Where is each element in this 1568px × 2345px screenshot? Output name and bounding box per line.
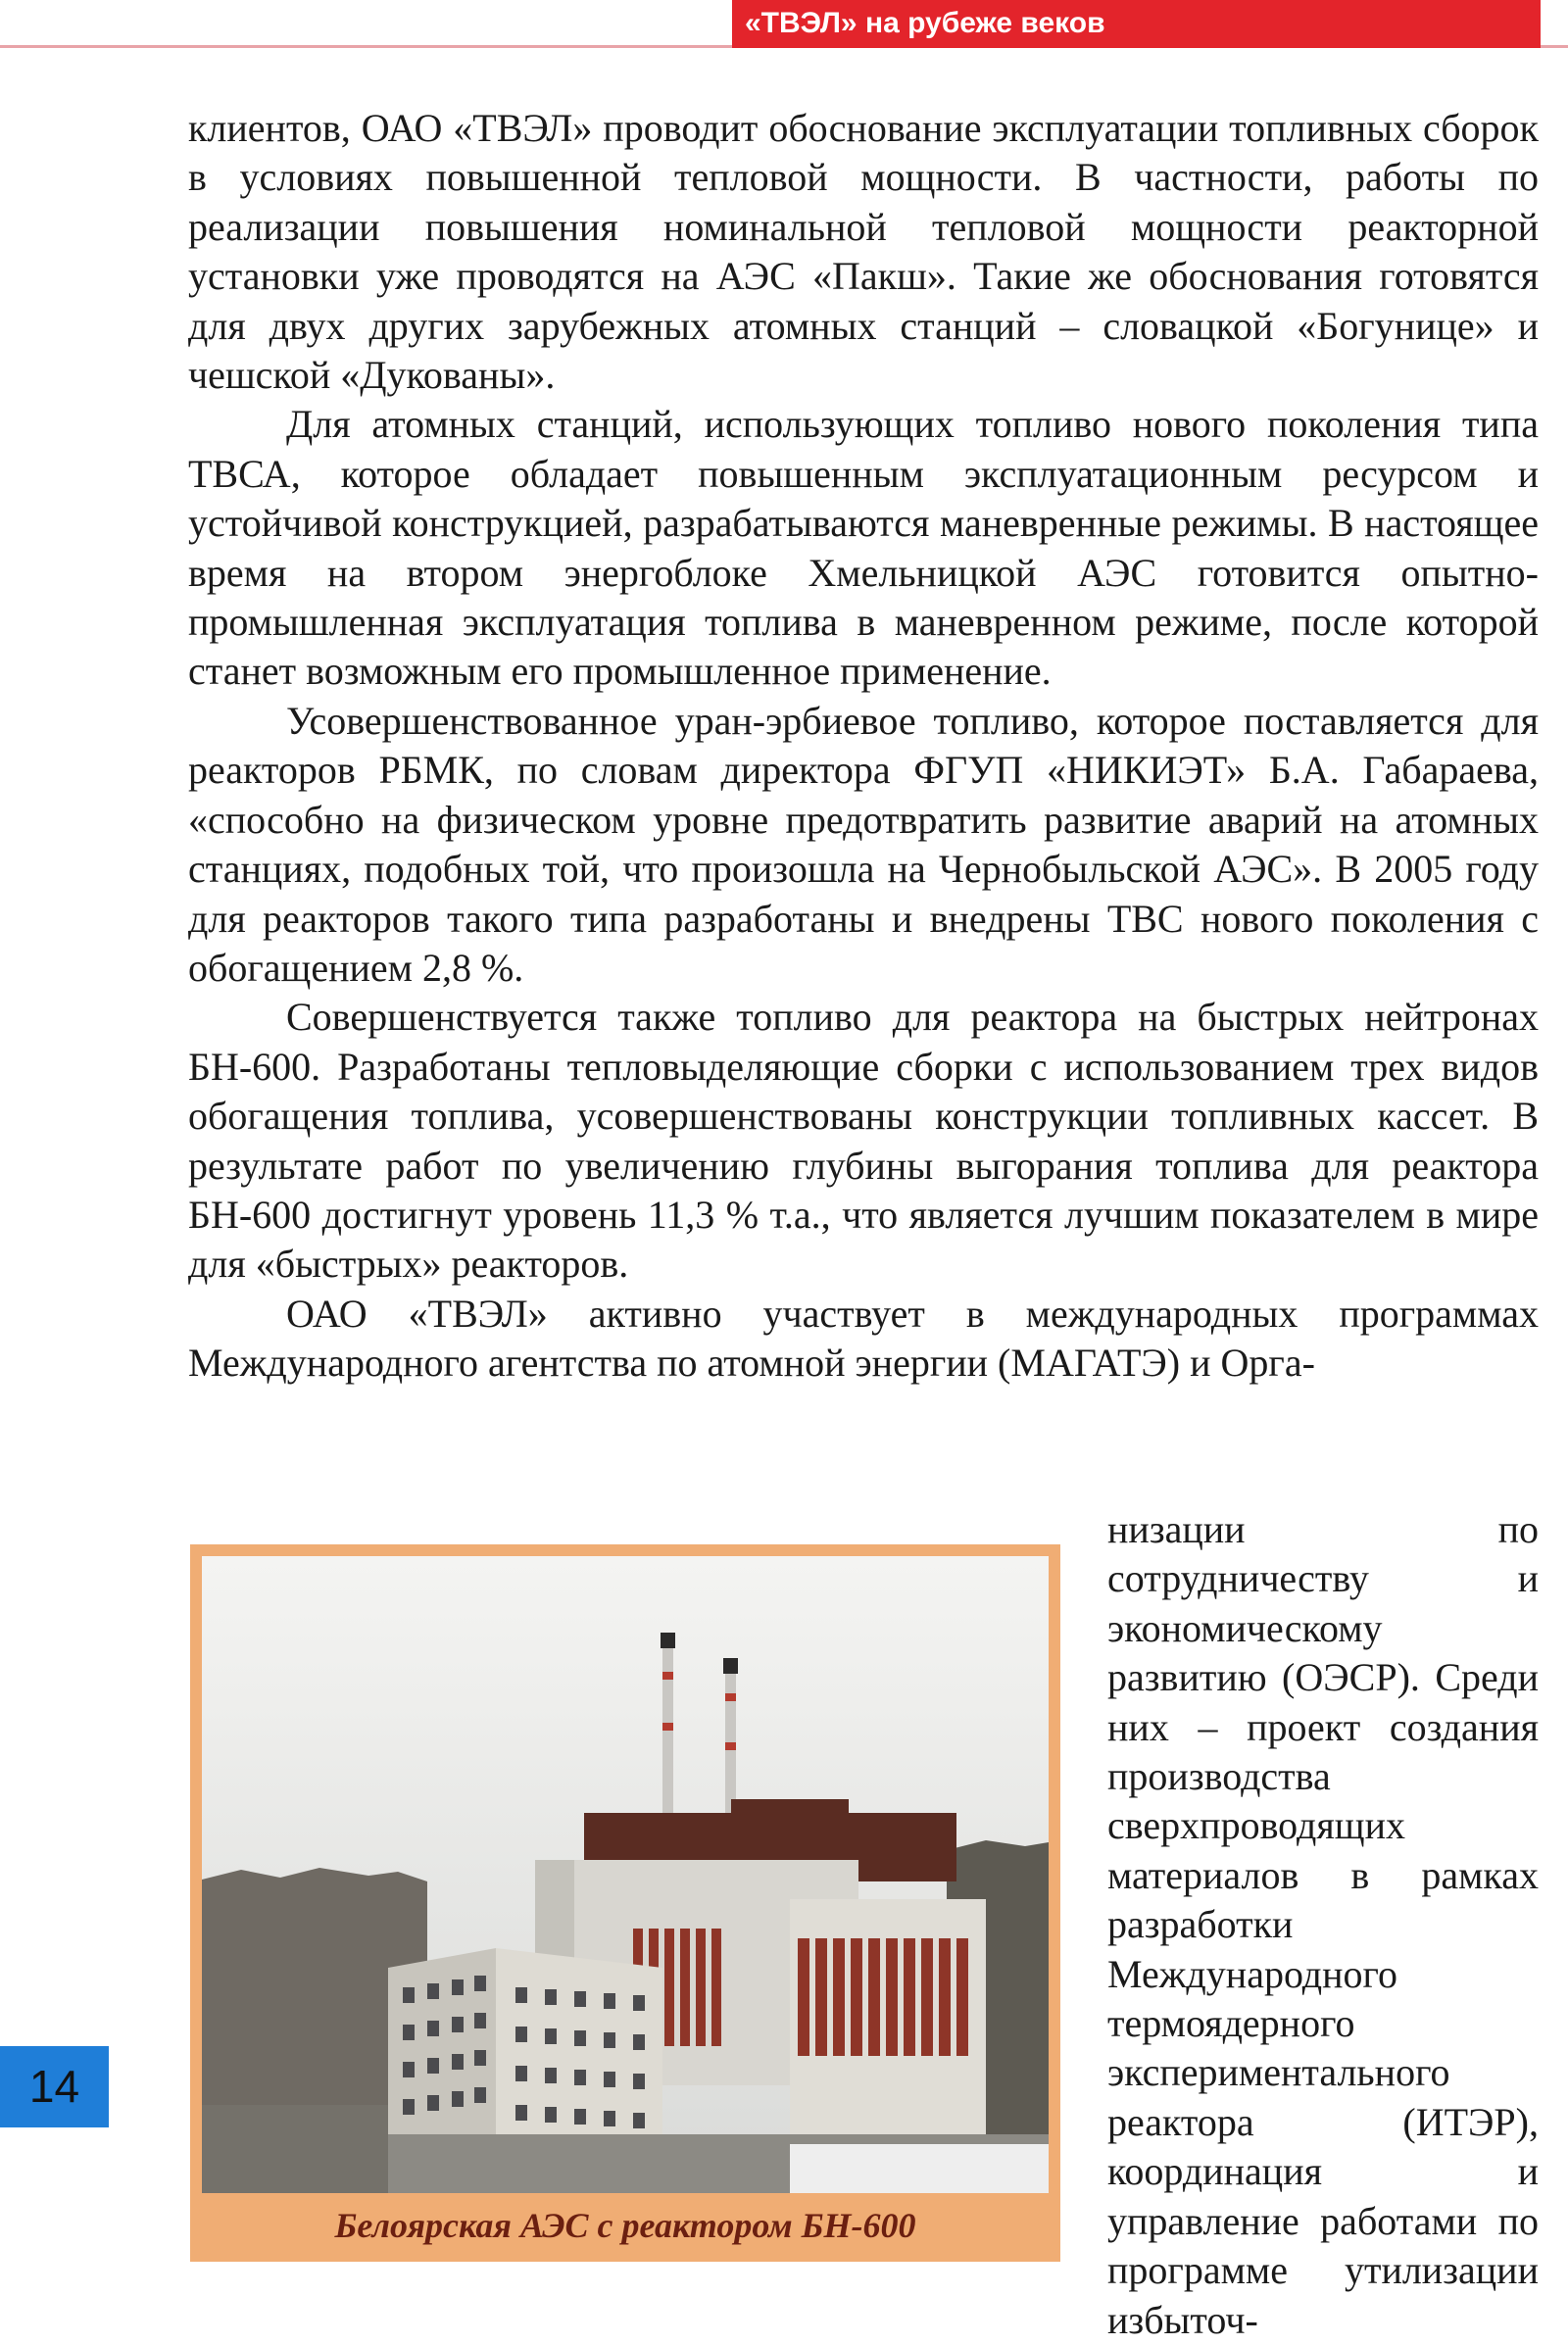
paragraph-1: клиентов, ОАО «ТВЭЛ» проводит обоснование эксплуатации топливных сборок в условиях повышенной тепловой мощности. В частности, работы по реализации повышения номинальной тепловой мощности реакторной установки уже проводятся на АЭС «Пакш». Такие же обоснования готовятся для двух других зарубежных атомных станций – словацкой «Богунице» и чешской «Дукованы». bbox=[188, 106, 1539, 398]
page-number-box bbox=[0, 2046, 109, 2127]
figure-frame bbox=[190, 1544, 1060, 2262]
page-number: 14 bbox=[28, 2061, 80, 2112]
running-header-title: «ТВЭЛ» на рубеже веков bbox=[745, 7, 1105, 39]
article-body bbox=[188, 104, 1539, 1389]
paragraph-2: Для атомных станций, использующих топливо нового поколения типа ТВСА, которое обладает повышенным эксплуатационным ресурсом и устойчивой конструкцией, разрабатываются маневренные режимы. В настоящее время на втором энергоблоке Хмельницкой АЭС готовится опытно-промышленная эксплуатация топлива в маневренном режиме, после которой станет возможным его промышленное применение. bbox=[188, 402, 1539, 694]
beloyarsk-npp-photo bbox=[202, 1556, 1049, 2193]
paragraph-5-continuation: низации по сотрудничеству и экономическому развитию (ОЭСР). Среди них – проект создания производства сверхпроводящих материалов в рамках разработки Международного термоядерного экспериментального реактора (ИТЭР), координация и управление работами по программе утилизации избыточ- bbox=[1107, 1507, 1539, 2342]
paragraph-3: Усовершенствованное уран-эрбиевое топливо, которое поставляется для реакторов РБМК, по словам директора ФГУП «НИКИЭТ» Б.А. Габараева, «способно на физическом уровне предотвратить развитие аварий на атомных станциях, подобных той, что произошла на Чернобыльской АЭС». В 2005 году для реакторов такого типа разработаны и внедрены ТВС нового поколения с обогащением 2,8 %. bbox=[188, 698, 1539, 990]
paragraph-5-start: ОАО «ТВЭЛ» активно участвует в международных программах Международного агентства по атомной энергии (МАГАТЭ) и Орга- bbox=[188, 1291, 1539, 1386]
figure-caption: Белоярская АЭС с реактором БН-600 bbox=[334, 2206, 916, 2245]
paragraph-4: Совершенствуется также топливо для реактора на быстрых нейтронах БН-600. Разработаны тепловыделяющие сборки с использованием трех видов обогащения топлива, усовершенствованы конструкции топливных кассет. В результате работ по увеличению глубины выгорания топлива для реактора БН-600 достигнут уровень 11,3 % т.а., что является лучшим показателем в мире для «быстрых» реакторов. bbox=[188, 995, 1539, 1287]
